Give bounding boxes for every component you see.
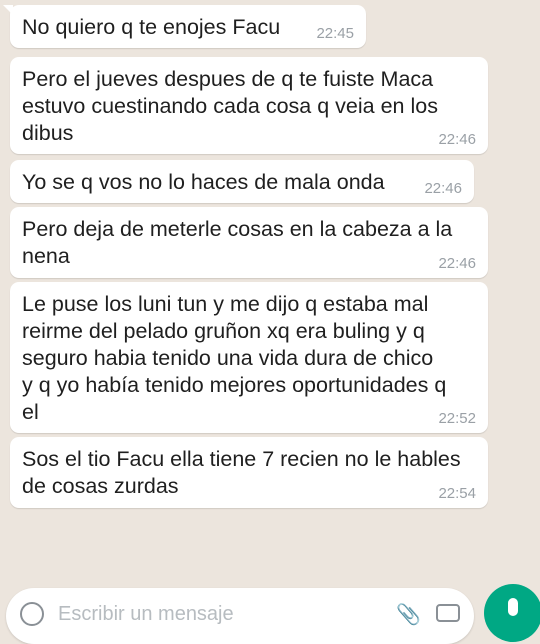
message-time: 22:46 bbox=[424, 180, 462, 197]
message-input[interactable]: Escribir un mensaje bbox=[58, 603, 234, 625]
attach-icon[interactable]: 📎 bbox=[396, 604, 421, 626]
message-text: Yo se q vos no lo haces de mala onda bbox=[22, 170, 385, 194]
emoji-icon[interactable] bbox=[20, 602, 44, 626]
message-time: 22:52 bbox=[438, 410, 476, 427]
microphone-icon bbox=[508, 598, 518, 616]
message-bubble[interactable] bbox=[10, 5, 366, 48]
voice-message-button[interactable] bbox=[484, 584, 540, 642]
message-bubble[interactable] bbox=[10, 437, 488, 508]
message-text: Pero deja de meterle cosas en la cabeza a la nena bbox=[22, 217, 453, 268]
message-time: 22:45 bbox=[316, 25, 354, 42]
message-time: 22:46 bbox=[438, 255, 476, 272]
message-text: No quiero q te enojes Facu bbox=[22, 15, 281, 39]
bubble-tail bbox=[3, 5, 13, 15]
message-bubble[interactable] bbox=[10, 57, 488, 154]
camera-icon[interactable] bbox=[436, 604, 460, 622]
message-bubble[interactable] bbox=[10, 160, 474, 203]
message-bubble[interactable] bbox=[10, 207, 488, 278]
message-time: 22:46 bbox=[438, 131, 476, 148]
message-time: 22:54 bbox=[438, 485, 476, 502]
message-composer[interactable] bbox=[6, 588, 474, 644]
message-bubble[interactable] bbox=[10, 282, 488, 433]
message-text: Sos el tio Facu ella tiene 7 recien no le hables de cosas zurdas bbox=[22, 447, 461, 498]
message-text: Le puse los luni tun y me dijo q estaba mal reirme del pelado gruñon xq era buling y q seguro habia tenido una vida dura de chico y q yo había tenido mejores oportunidades q el bbox=[22, 292, 447, 424]
message-text: Pero el jueves despues de q te fuiste Maca estuvo cuestinando cada cosa q veia en los dibus bbox=[22, 67, 438, 145]
